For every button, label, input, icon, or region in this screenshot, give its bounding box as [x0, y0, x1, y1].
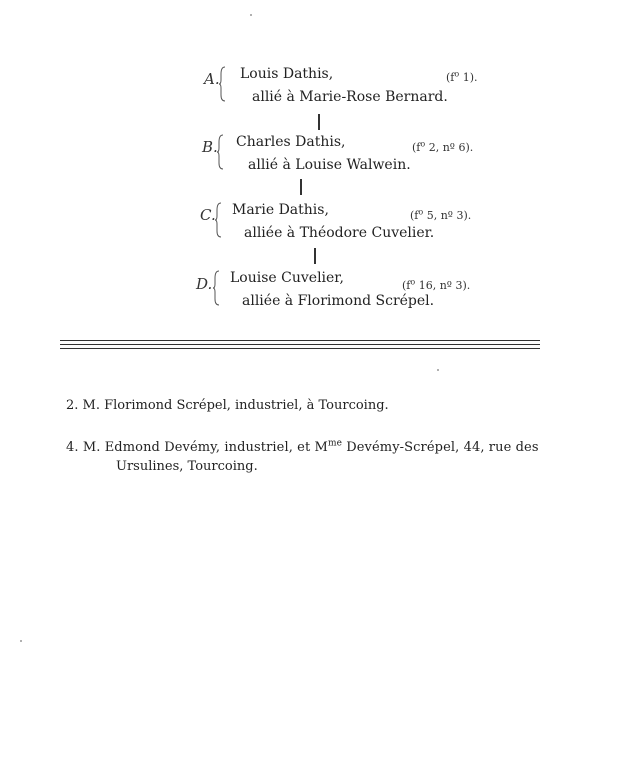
entry-name: Marie Dathis,: [232, 202, 329, 218]
scan-speck: [20, 640, 22, 642]
entry-alliance: allié à Louise Walwein.: [248, 157, 411, 173]
note-2: 2. M. Florimond Scrépel, industriel, à Tourcoing.: [66, 398, 389, 413]
note-4-line1: 4. M. Edmond Devémy, industriel, et $M^{me}$ Devémy-Scrépel, 44, rue des: [66, 438, 539, 455]
connector-line: [300, 179, 302, 195]
note-4: [66, 438, 539, 474]
entry-alliance: alliée à Théodore Cuvelier.: [244, 225, 435, 241]
connector-line: [318, 114, 320, 130]
entry-letter: A.: [204, 70, 220, 88]
double-rule-divider: [60, 340, 540, 349]
genealogy-entry-c: [0, 200, 629, 246]
entry-folio-ref: ($f^o$ 2, nº 6).: [412, 139, 474, 154]
genealogy-entry-a: [0, 64, 629, 110]
entry-folio-ref: ($f^o$ 1).: [446, 69, 478, 84]
entry-alliance: alliée à Florimond Scrépel.: [242, 293, 435, 309]
note-4-line2: Ursulines, Tourcoing.: [116, 459, 258, 474]
genealogy-entry-b: [0, 132, 629, 178]
brace-icon: [216, 134, 226, 170]
entry-letter: D.: [196, 275, 213, 293]
entry-folio-ref: ($f^o$ 5, nº 3).: [410, 207, 472, 222]
entry-letter: B.: [202, 138, 218, 156]
entry-letter: C.: [200, 206, 216, 224]
brace-icon: [212, 270, 222, 306]
entry-name: Louis Dathis,: [240, 66, 334, 82]
entry-alliance: allié à Marie-Rose Bernard.: [252, 89, 448, 105]
genealogy-entry-d: [0, 268, 629, 314]
brace-icon: [218, 66, 228, 102]
scan-speck: [437, 369, 439, 371]
connector-line: [314, 248, 316, 264]
entry-folio-ref: ($f^o$ 16, nº 3).: [402, 277, 471, 292]
brace-icon: [214, 202, 224, 238]
scan-speck: [250, 14, 252, 16]
entry-name: Louise Cuvelier,: [230, 270, 344, 286]
entry-name: Charles Dathis,: [236, 134, 346, 150]
